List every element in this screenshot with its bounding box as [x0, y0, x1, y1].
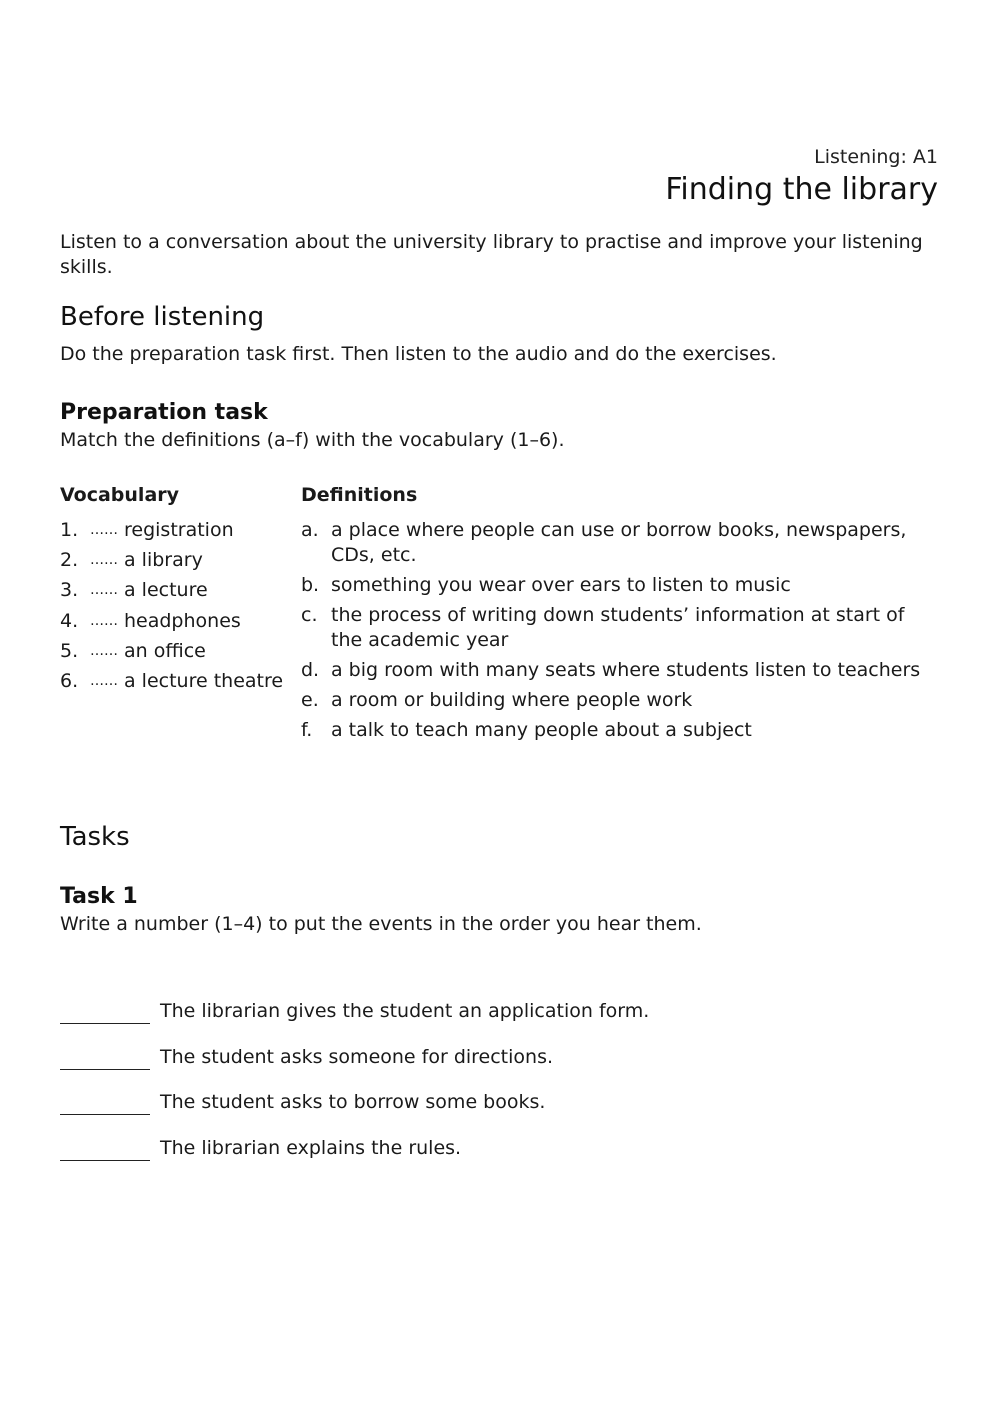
order-blank[interactable]: [60, 1045, 150, 1070]
definition-text: a big room with many seats where students listen to teachers: [331, 659, 921, 681]
vocab-item-3: [60, 578, 290, 608]
answer-blank[interactable]: ……: [90, 522, 118, 538]
answer-blank[interactable]: ……: [90, 552, 118, 569]
before-listening-instruction: Do the preparation task first. Then listen to the audio and do the exercises.: [60, 343, 777, 365]
definition-item-c: [301, 603, 921, 653]
level-label: Listening: A1: [814, 146, 938, 168]
before-listening-heading: Before listening: [60, 302, 265, 332]
order-blank[interactable]: [60, 1136, 150, 1161]
vocab-term: a lecture theatre: [124, 669, 284, 692]
intro-text: Listen to a conversation about the university library to practise and improve your listening skills.: [60, 231, 923, 278]
definition-item-f: [301, 718, 921, 743]
answer-blank[interactable]: ……: [90, 582, 118, 599]
page-title: Finding the library: [665, 172, 938, 207]
definition-item-b: [301, 573, 921, 598]
vocab-number: 6.: [60, 669, 79, 692]
event-text: The librarian gives the student an application form.: [160, 999, 650, 1022]
vocab-item-2: [60, 548, 290, 578]
order-blank[interactable]: [60, 1090, 150, 1115]
vocab-item-6: [60, 669, 290, 699]
event-item: [60, 1070, 649, 1116]
tasks-heading: Tasks: [60, 822, 130, 852]
definition-text: a talk to teach many people about a subject: [331, 719, 752, 741]
definition-text: a room or building where people work: [331, 689, 693, 711]
vocab-number: 2.: [60, 549, 79, 572]
vocab-item-5: [60, 639, 290, 669]
definition-letter: d.: [301, 659, 320, 681]
vocab-term: headphones: [124, 609, 241, 632]
definition-letter: e.: [301, 689, 319, 711]
event-item: [60, 978, 649, 1024]
preparation-task-heading: Preparation task: [60, 400, 268, 425]
event-item: [60, 1115, 649, 1161]
vocab-term: registration: [124, 519, 234, 541]
definition-letter: f.: [301, 719, 313, 741]
order-blank[interactable]: [60, 999, 150, 1024]
definition-item-e: [301, 688, 921, 713]
vocab-number: 4.: [60, 609, 79, 632]
vocab-item-4: [60, 609, 290, 639]
answer-blank[interactable]: ……: [90, 642, 118, 659]
definition-letter: a.: [301, 519, 319, 541]
event-text: The student asks to borrow some books.: [160, 1091, 546, 1114]
vocab-term: a library: [124, 549, 203, 572]
definition-text: a place where people can use or borrow books, newspapers, CDs, etc.: [331, 519, 907, 566]
vocab-number: 3.: [60, 579, 79, 602]
answer-blank[interactable]: ……: [90, 672, 118, 689]
definition-item-d: [301, 658, 921, 683]
definitions-heading: Definitions: [301, 484, 418, 506]
vocab-number: 5.: [60, 639, 79, 662]
task1-instruction: Write a number (1–4) to put the events in the order you hear them.: [60, 913, 702, 935]
definition-text: something you wear over ears to listen to music: [331, 574, 791, 596]
vocab-number: 1.: [60, 519, 79, 541]
preparation-task-instruction: Match the definitions (a–f) with the vocabulary (1–6).: [60, 429, 565, 451]
task1-heading: Task 1: [60, 884, 138, 909]
definition-letter: b.: [301, 574, 320, 596]
definitions-list: [301, 518, 921, 748]
definition-letter: c.: [301, 604, 318, 626]
definition-item-a: [301, 518, 921, 568]
vocabulary-list: [60, 518, 290, 699]
definition-text: the process of writing down students’ information at start of the academic year: [331, 604, 905, 651]
event-text: The student asks someone for directions.: [160, 1045, 554, 1068]
answer-blank[interactable]: ……: [90, 612, 118, 629]
vocab-item-1: [60, 518, 290, 548]
vocab-term: a lecture: [124, 579, 208, 602]
event-item: [60, 1024, 649, 1070]
task1-events-list: [60, 978, 649, 1161]
vocab-term: an office: [124, 639, 206, 662]
vocabulary-heading: Vocabulary: [60, 484, 180, 506]
event-text: The librarian explains the rules.: [160, 1137, 462, 1160]
